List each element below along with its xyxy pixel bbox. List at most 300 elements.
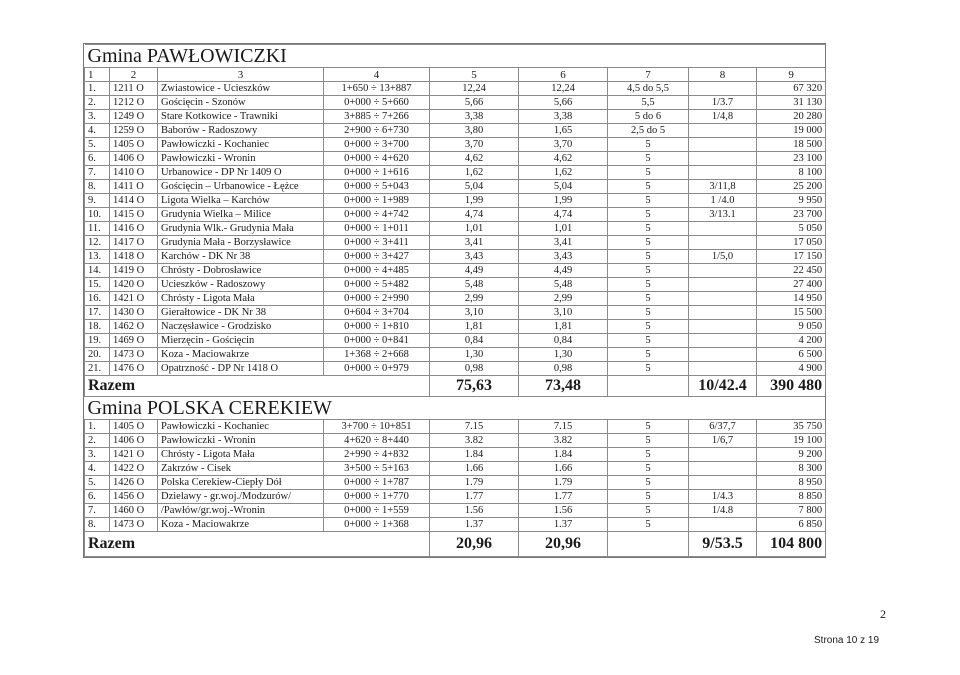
- cell-chainage: 0+000 ÷ 1+810: [324, 320, 430, 334]
- cell-chainage: 0+000 ÷ 3+427: [324, 250, 430, 264]
- cell-length: 1,62: [430, 166, 519, 180]
- cell-lp: 7.: [85, 166, 110, 180]
- cell-road-name: Dzielawy - gr.woj./Modzurów/: [158, 490, 324, 504]
- cell-value: 5 050: [757, 222, 826, 236]
- page-number: 2: [880, 607, 886, 621]
- cell-value: 35 750: [757, 420, 826, 434]
- cell-bridges: [689, 334, 757, 348]
- cell-road-no: 1249 O: [110, 110, 158, 124]
- roads-table: [84, 44, 826, 557]
- cell-road-name: Grudynia Wlk.- Grudynia Mała: [158, 222, 324, 236]
- cell-lp: 17.: [85, 306, 110, 320]
- cell-road-no: 1410 O: [110, 166, 158, 180]
- cell-width: 5: [608, 476, 689, 490]
- cell-lp: 13.: [85, 250, 110, 264]
- cell-road-no: 1406 O: [110, 434, 158, 448]
- cell-lp: 5.: [85, 138, 110, 152]
- cell-bridges: [689, 306, 757, 320]
- table-row: [85, 222, 826, 236]
- cell-length: 2,99: [430, 292, 519, 306]
- cell-lp: 11.: [85, 222, 110, 236]
- cell-road-no: 1212 O: [110, 96, 158, 110]
- cell-road-no: 1421 O: [110, 448, 158, 462]
- cell-width: 5: [608, 180, 689, 194]
- cell-road-name: Gościęcin – Urbanowice - Łężce: [158, 180, 324, 194]
- cell-width: 5 do 6: [608, 110, 689, 124]
- cell-chainage: 0+000 ÷ 1+989: [324, 194, 430, 208]
- section-title-row: [85, 45, 826, 68]
- cell-lp: 7.: [85, 504, 110, 518]
- cell-value: 8 300: [757, 462, 826, 476]
- cell-length-paved: 1,62: [519, 166, 608, 180]
- cell-length-paved: 2,99: [519, 292, 608, 306]
- cell-road-name: Zakrzów - Cisek: [158, 462, 324, 476]
- cell-road-no: 1476 O: [110, 362, 158, 376]
- table-row: [85, 476, 826, 490]
- cell-road-name: Ucieszków - Radoszowy: [158, 278, 324, 292]
- cell-value: 8 850: [757, 490, 826, 504]
- cell-value: 8 100: [757, 166, 826, 180]
- cell-chainage: 0+000 ÷ 1+616: [324, 166, 430, 180]
- cell-length: 5,04: [430, 180, 519, 194]
- cell-bridges: 1/3.7: [689, 96, 757, 110]
- cell-bridges: 1/6,7: [689, 434, 757, 448]
- cell-length-paved: 3,43: [519, 250, 608, 264]
- cell-length: 4,62: [430, 152, 519, 166]
- cell-length-paved: 5,66: [519, 96, 608, 110]
- header-col-5: 5: [430, 68, 519, 82]
- cell-length: 4,49: [430, 264, 519, 278]
- cell-length-paved: 3.82: [519, 434, 608, 448]
- cell-length: 1.79: [430, 476, 519, 490]
- cell-chainage: 0+604 ÷ 3+704: [324, 306, 430, 320]
- table-row: [85, 138, 826, 152]
- cell-lp: 5.: [85, 476, 110, 490]
- cell-lp: 19.: [85, 334, 110, 348]
- cell-road-name: Pawłowiczki - Kochaniec: [158, 138, 324, 152]
- total-length: 20,96: [430, 532, 519, 557]
- total-length-paved: 73,48: [519, 376, 608, 397]
- cell-width: 5: [608, 448, 689, 462]
- cell-value: 31 130: [757, 96, 826, 110]
- cell-bridges: 1/5,0: [689, 250, 757, 264]
- cell-length-paved: 0,98: [519, 362, 608, 376]
- table-row: [85, 504, 826, 518]
- cell-width: 5: [608, 250, 689, 264]
- cell-length: 1.66: [430, 462, 519, 476]
- cell-road-no: 1415 O: [110, 208, 158, 222]
- cell-bridges: [689, 362, 757, 376]
- cell-chainage: 2+900 ÷ 6+730: [324, 124, 430, 138]
- cell-lp: 18.: [85, 320, 110, 334]
- cell-length: 1,81: [430, 320, 519, 334]
- table-row: [85, 208, 826, 222]
- header-col-8: 8: [689, 68, 757, 82]
- cell-lp: 10.: [85, 208, 110, 222]
- cell-value: 23 100: [757, 152, 826, 166]
- cell-length: 1,99: [430, 194, 519, 208]
- cell-road-name: Urbanowice - DP Nr 1409 O: [158, 166, 324, 180]
- header-col-2: 2: [110, 68, 158, 82]
- cell-road-no: 1406 O: [110, 152, 158, 166]
- total-bridges: 10/42.4: [689, 376, 757, 397]
- cell-bridges: [689, 82, 757, 96]
- cell-length-paved: 1,01: [519, 222, 608, 236]
- cell-width: 5: [608, 348, 689, 362]
- cell-length: 3.82: [430, 434, 519, 448]
- cell-value: 6 850: [757, 518, 826, 532]
- cell-length: 3,70: [430, 138, 519, 152]
- cell-length: 3,80: [430, 124, 519, 138]
- cell-road-name: Koza - Maciowakrze: [158, 518, 324, 532]
- cell-road-name: Grudynia Mała - Borzysławice: [158, 236, 324, 250]
- cell-value: 15 500: [757, 306, 826, 320]
- cell-chainage: 0+000 ÷ 4+620: [324, 152, 430, 166]
- cell-road-name: Gierałtowice - DK Nr 38: [158, 306, 324, 320]
- cell-lp: 16.: [85, 292, 110, 306]
- total-width-empty: [608, 532, 689, 557]
- cell-bridges: [689, 320, 757, 334]
- cell-length: 1.56: [430, 504, 519, 518]
- cell-bridges: 1 /4.0: [689, 194, 757, 208]
- cell-road-no: 1460 O: [110, 504, 158, 518]
- cell-road-no: 1211 O: [110, 82, 158, 96]
- cell-length-paved: 5,48: [519, 278, 608, 292]
- cell-road-name: /Pawłów/gr.woj.-Wronin: [158, 504, 324, 518]
- table-row: [85, 334, 826, 348]
- total-row: [85, 376, 826, 397]
- cell-road-name: Pawłowiczki - Wronin: [158, 434, 324, 448]
- cell-length: 0,98: [430, 362, 519, 376]
- cell-value: 67 320: [757, 82, 826, 96]
- table-row: [85, 180, 826, 194]
- cell-road-name: Naczęsławice - Grodzisko: [158, 320, 324, 334]
- cell-road-no: 1430 O: [110, 306, 158, 320]
- cell-length-paved: 7.15: [519, 420, 608, 434]
- cell-length-paved: 3,70: [519, 138, 608, 152]
- cell-road-name: Karchów - DK Nr 38: [158, 250, 324, 264]
- header-col-1: 1: [85, 68, 110, 82]
- cell-length-paved: 3,38: [519, 110, 608, 124]
- cell-lp: 6.: [85, 152, 110, 166]
- cell-length-paved: 1,65: [519, 124, 608, 138]
- cell-chainage: 1+650 ÷ 13+887: [324, 82, 430, 96]
- cell-lp: 3.: [85, 110, 110, 124]
- cell-chainage: 2+990 ÷ 4+832: [324, 448, 430, 462]
- cell-road-no: 1405 O: [110, 138, 158, 152]
- cell-road-no: 1420 O: [110, 278, 158, 292]
- cell-road-no: 1421 O: [110, 292, 158, 306]
- cell-length-paved: 1.37: [519, 518, 608, 532]
- cell-lp: 4.: [85, 462, 110, 476]
- cell-chainage: 0+000 ÷ 1+559: [324, 504, 430, 518]
- cell-length: 3,38: [430, 110, 519, 124]
- cell-width: 5: [608, 462, 689, 476]
- cell-length-paved: 5,04: [519, 180, 608, 194]
- table-row: [85, 194, 826, 208]
- cell-width: 5: [608, 264, 689, 278]
- cell-bridges: [689, 278, 757, 292]
- cell-bridges: [689, 264, 757, 278]
- cell-value: 27 400: [757, 278, 826, 292]
- cell-value: 17 050: [757, 236, 826, 250]
- cell-lp: 1.: [85, 82, 110, 96]
- total-bridges: 9/53.5: [689, 532, 757, 557]
- cell-length-paved: 1.84: [519, 448, 608, 462]
- cell-lp: 2.: [85, 434, 110, 448]
- cell-chainage: 0+000 ÷ 3+700: [324, 138, 430, 152]
- page-footer: Strona 10 z 19: [814, 635, 880, 646]
- header-col-9: 9: [757, 68, 826, 82]
- cell-value: 4 900: [757, 362, 826, 376]
- cell-road-no: 1416 O: [110, 222, 158, 236]
- cell-length-paved: 1,99: [519, 194, 608, 208]
- cell-length: 5,66: [430, 96, 519, 110]
- cell-chainage: 0+000 ÷ 5+660: [324, 96, 430, 110]
- cell-road-no: 1473 O: [110, 518, 158, 532]
- cell-road-name: Opatrzność - DP Nr 1418 O: [158, 362, 324, 376]
- cell-length: 3,41: [430, 236, 519, 250]
- cell-length-paved: 1.56: [519, 504, 608, 518]
- cell-length-paved: 1.66: [519, 462, 608, 476]
- cell-lp: 14.: [85, 264, 110, 278]
- table-row: [85, 166, 826, 180]
- cell-length-paved: 12,24: [519, 82, 608, 96]
- cell-chainage: 0+000 ÷ 0+979: [324, 362, 430, 376]
- cell-value: 25 200: [757, 180, 826, 194]
- cell-length: 1.84: [430, 448, 519, 462]
- cell-length-paved: 4,62: [519, 152, 608, 166]
- cell-chainage: 0+000 ÷ 5+043: [324, 180, 430, 194]
- cell-length: 3,43: [430, 250, 519, 264]
- table-row: [85, 96, 826, 110]
- header-col-3: 3: [158, 68, 324, 82]
- cell-value: 4 200: [757, 334, 826, 348]
- section-title: Gmina PAWŁOWICZKI: [85, 45, 826, 68]
- cell-bridges: [689, 292, 757, 306]
- cell-road-name: Ligota Wielka – Karchów: [158, 194, 324, 208]
- cell-length-paved: 1.79: [519, 476, 608, 490]
- cell-road-name: Chrósty - Ligota Mała: [158, 292, 324, 306]
- cell-bridges: 6/37,7: [689, 420, 757, 434]
- cell-width: 5: [608, 306, 689, 320]
- header-col-7: 7: [608, 68, 689, 82]
- cell-bridges: [689, 462, 757, 476]
- cell-lp: 15.: [85, 278, 110, 292]
- cell-value: 9 950: [757, 194, 826, 208]
- cell-bridges: [689, 166, 757, 180]
- cell-road-no: 1456 O: [110, 490, 158, 504]
- cell-road-name: Gościęcin - Szonów: [158, 96, 324, 110]
- cell-bridges: [689, 448, 757, 462]
- cell-length-paved: 3,41: [519, 236, 608, 250]
- cell-lp: 2.: [85, 96, 110, 110]
- cell-width: 5: [608, 362, 689, 376]
- cell-width: 5: [608, 236, 689, 250]
- header-col-4: 4: [324, 68, 430, 82]
- cell-lp: 12.: [85, 236, 110, 250]
- cell-length-paved: 1,30: [519, 348, 608, 362]
- total-length: 75,63: [430, 376, 519, 397]
- cell-road-no: 1414 O: [110, 194, 158, 208]
- cell-road-no: 1469 O: [110, 334, 158, 348]
- cell-bridges: [689, 138, 757, 152]
- cell-road-name: Mierzęcin - Gościęcin: [158, 334, 324, 348]
- table-row: [85, 292, 826, 306]
- section-title: Gmina POLSKA CEREKIEW: [85, 397, 826, 420]
- total-label: Razem: [85, 376, 430, 397]
- cell-road-name: Koza - Maciowakrze: [158, 348, 324, 362]
- cell-bridges: 1/4,8: [689, 110, 757, 124]
- total-value: 104 800: [757, 532, 826, 557]
- cell-width: 5: [608, 292, 689, 306]
- table-row: [85, 236, 826, 250]
- cell-chainage: 0+000 ÷ 1+770: [324, 490, 430, 504]
- cell-width: 2,5 do 5: [608, 124, 689, 138]
- cell-chainage: 1+368 ÷ 2+668: [324, 348, 430, 362]
- cell-lp: 21.: [85, 362, 110, 376]
- cell-bridges: [689, 124, 757, 138]
- table-row: [85, 518, 826, 532]
- cell-chainage: 0+000 ÷ 4+742: [324, 208, 430, 222]
- cell-width: 5: [608, 152, 689, 166]
- cell-width: 5: [608, 166, 689, 180]
- cell-value: 18 500: [757, 138, 826, 152]
- cell-chainage: 3+700 ÷ 10+851: [324, 420, 430, 434]
- cell-bridges: 3/13.1: [689, 208, 757, 222]
- cell-value: 9 050: [757, 320, 826, 334]
- cell-width: 5: [608, 518, 689, 532]
- cell-length: 4,74: [430, 208, 519, 222]
- cell-chainage: 0+000 ÷ 3+411: [324, 236, 430, 250]
- cell-length: 1,30: [430, 348, 519, 362]
- total-width-empty: [608, 376, 689, 397]
- cell-value: 22 450: [757, 264, 826, 278]
- table-row: [85, 462, 826, 476]
- roads-table-sheet: [83, 43, 826, 558]
- cell-lp: 6.: [85, 490, 110, 504]
- cell-road-no: 1426 O: [110, 476, 158, 490]
- total-row: [85, 532, 826, 557]
- cell-length: 1,01: [430, 222, 519, 236]
- cell-road-no: 1405 O: [110, 420, 158, 434]
- cell-bridges: 1/4.8: [689, 504, 757, 518]
- cell-value: 6 500: [757, 348, 826, 362]
- cell-road-name: Pawłowiczki - Kochaniec: [158, 420, 324, 434]
- cell-road-name: Chrósty - Dobrosławice: [158, 264, 324, 278]
- cell-road-no: 1411 O: [110, 180, 158, 194]
- cell-road-name: Zwiastowice - Ucieszków: [158, 82, 324, 96]
- cell-length-paved: 0,84: [519, 334, 608, 348]
- cell-chainage: 0+000 ÷ 2+990: [324, 292, 430, 306]
- table-row: [85, 82, 826, 96]
- roads-table-body: [85, 45, 826, 557]
- cell-length: 5,48: [430, 278, 519, 292]
- cell-length-paved: 1,81: [519, 320, 608, 334]
- cell-length: 3,10: [430, 306, 519, 320]
- cell-length-paved: 3,10: [519, 306, 608, 320]
- cell-road-name: Chrósty - Ligota Mała: [158, 448, 324, 462]
- cell-lp: 20.: [85, 348, 110, 362]
- cell-width: 5: [608, 222, 689, 236]
- cell-lp: 4.: [85, 124, 110, 138]
- cell-road-name: Stare Kotkowice - Trawniki: [158, 110, 324, 124]
- cell-chainage: 0+000 ÷ 5+482: [324, 278, 430, 292]
- cell-road-no: 1259 O: [110, 124, 158, 138]
- cell-chainage: 3+885 ÷ 7+266: [324, 110, 430, 124]
- table-row: [85, 348, 826, 362]
- cell-road-no: 1418 O: [110, 250, 158, 264]
- cell-value: 20 280: [757, 110, 826, 124]
- cell-road-no: 1473 O: [110, 348, 158, 362]
- cell-lp: 9.: [85, 194, 110, 208]
- table-row: [85, 124, 826, 138]
- table-row: [85, 434, 826, 448]
- cell-bridges: [689, 476, 757, 490]
- cell-lp: 8.: [85, 180, 110, 194]
- cell-road-name: Pawłowiczki - Wronin: [158, 152, 324, 166]
- cell-road-no: 1462 O: [110, 320, 158, 334]
- cell-chainage: 3+500 ÷ 5+163: [324, 462, 430, 476]
- cell-length: 7.15: [430, 420, 519, 434]
- cell-road-name: Grudynia Wielka – Milice: [158, 208, 324, 222]
- column-number-header: [85, 68, 826, 82]
- cell-width: 5: [608, 420, 689, 434]
- cell-bridges: [689, 222, 757, 236]
- table-row: [85, 420, 826, 434]
- total-value: 390 480: [757, 376, 826, 397]
- cell-length-paved: 1.77: [519, 490, 608, 504]
- section-title-row: [85, 397, 826, 420]
- cell-lp: 1.: [85, 420, 110, 434]
- cell-width: 4,5 do 5,5: [608, 82, 689, 96]
- cell-length-paved: 4,49: [519, 264, 608, 278]
- cell-road-no: 1417 O: [110, 236, 158, 250]
- cell-bridges: 3/11,8: [689, 180, 757, 194]
- cell-value: 19 000: [757, 124, 826, 138]
- cell-bridges: 1/4.3: [689, 490, 757, 504]
- cell-value: 23 700: [757, 208, 826, 222]
- cell-road-name: Polska Cerekiew-Ciepły Dół: [158, 476, 324, 490]
- table-row: [85, 306, 826, 320]
- cell-chainage: 0+000 ÷ 1+011: [324, 222, 430, 236]
- table-row: [85, 110, 826, 124]
- cell-length: 1.37: [430, 518, 519, 532]
- header-col-6: 6: [519, 68, 608, 82]
- table-row: [85, 264, 826, 278]
- cell-bridges: [689, 236, 757, 250]
- cell-value: 8 950: [757, 476, 826, 490]
- table-row: [85, 278, 826, 292]
- cell-chainage: 0+000 ÷ 0+841: [324, 334, 430, 348]
- cell-road-name: Baborów - Radoszowy: [158, 124, 324, 138]
- cell-width: 5: [608, 334, 689, 348]
- cell-chainage: 0+000 ÷ 1+368: [324, 518, 430, 532]
- table-row: [85, 448, 826, 462]
- table-row: [85, 490, 826, 504]
- table-row: [85, 250, 826, 264]
- cell-value: 19 100: [757, 434, 826, 448]
- cell-width: 5: [608, 320, 689, 334]
- cell-value: 14 950: [757, 292, 826, 306]
- cell-length-paved: 4,74: [519, 208, 608, 222]
- cell-width: 5: [608, 194, 689, 208]
- cell-value: 9 200: [757, 448, 826, 462]
- table-row: [85, 152, 826, 166]
- cell-width: 5: [608, 208, 689, 222]
- cell-width: 5: [608, 434, 689, 448]
- cell-chainage: 4+620 ÷ 8+440: [324, 434, 430, 448]
